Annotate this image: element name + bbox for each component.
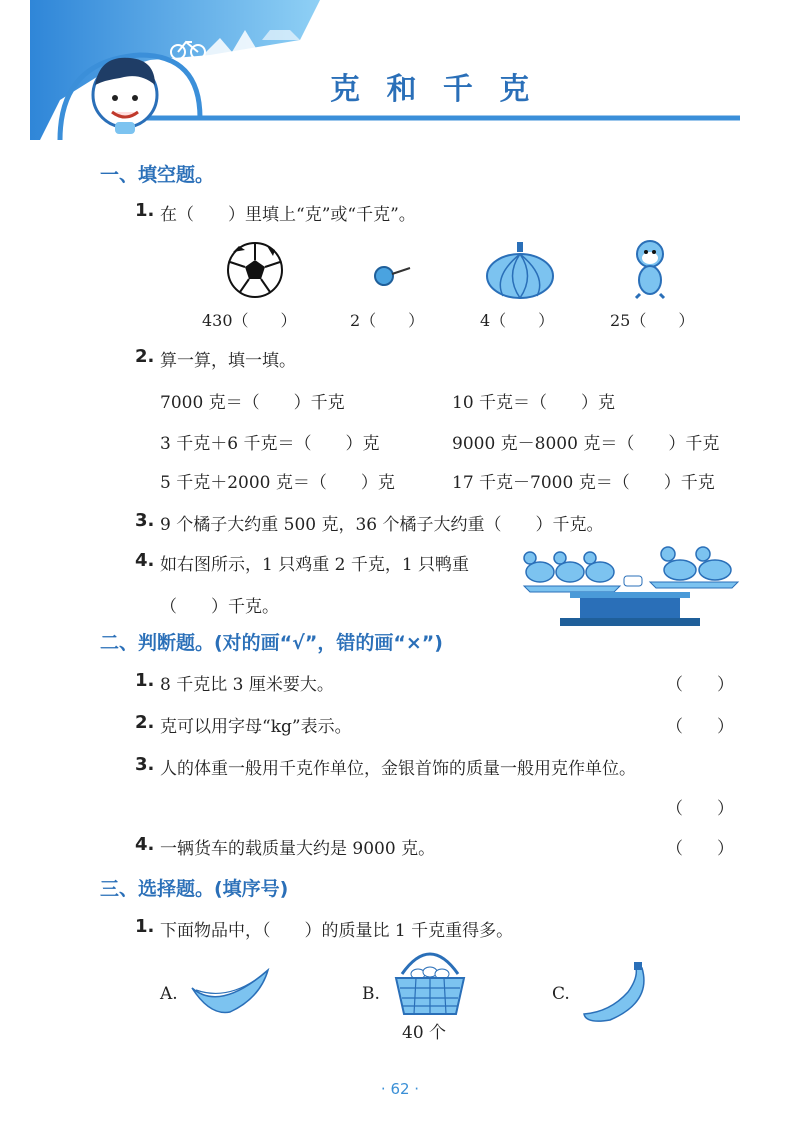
answer-blank[interactable]: （ ） <box>666 839 734 859</box>
balance-scale-icon <box>520 542 742 628</box>
option-label-a[interactable]: A. <box>160 984 178 1004</box>
option-label-c[interactable]: C. <box>552 984 570 1004</box>
blank-label: 430（ ） <box>202 311 297 330</box>
question-text: 如右图所示，1 只鸡重 2 千克，1 只鸭重 <box>160 555 470 575</box>
pumpkin-icon <box>485 242 555 300</box>
answer-blank[interactable]: （ ） <box>666 675 734 695</box>
question-number: 4. <box>135 834 155 855</box>
calc-item: 17 千克－7000 克＝（ ）千克 <box>452 473 715 493</box>
question-text: （ ）千克。 <box>160 597 279 617</box>
monkey-icon <box>628 238 672 300</box>
question-number: 1. <box>135 200 155 221</box>
section-heading-fill-blank: 一、填空题。 <box>100 164 215 186</box>
question-number: 2. <box>135 712 155 733</box>
section-heading-true-false: 二、判断题。(对的画“√”，错的画“×”) <box>100 632 443 654</box>
blank-label: 4（ ） <box>480 311 555 330</box>
option-label-b[interactable]: B. <box>362 984 380 1004</box>
question-text: 算一算，填一填。 <box>160 351 296 371</box>
calc-item: 10 千克＝（ ）克 <box>452 393 616 413</box>
question-number: 4. <box>135 550 155 571</box>
answer-blank[interactable]: （ ） <box>666 799 734 819</box>
answer-blank[interactable]: （ ） <box>666 717 734 737</box>
question-text: 在（ ）里填上“克”或“千克”。 <box>160 205 416 225</box>
feather-icon <box>190 968 270 1020</box>
calc-item: 7000 克＝（ ）千克 <box>160 393 345 413</box>
question-number: 3. <box>135 510 155 531</box>
egg-basket-icon <box>390 944 470 1016</box>
page-title: 克 和 千 克 <box>330 72 538 107</box>
boy-avatar-icon <box>93 58 157 134</box>
question-number: 3. <box>135 754 155 775</box>
calc-item: 3 千克＋6 千克＝（ ）克 <box>160 434 380 454</box>
page-number: · 62 · <box>380 1080 420 1098</box>
section-heading-multiple-choice: 三、选择题。(填序号) <box>100 878 289 900</box>
question-text: 一辆货车的载质量大约是 9000 克。 <box>160 839 436 859</box>
soccer-ball-icon <box>225 240 285 300</box>
calc-item: 9000 克－8000 克＝（ ）千克 <box>452 434 720 454</box>
option-caption: 40 个 <box>402 1023 447 1043</box>
question-text: 克可以用字母“kg”表示。 <box>160 717 352 737</box>
blank-label: 2（ ） <box>350 311 425 330</box>
question-number: 1. <box>135 670 155 691</box>
question-text: 8 千克比 3 厘米要大。 <box>160 675 334 695</box>
question-number: 2. <box>135 346 155 367</box>
question-text: 9 个橘子大约重 500 克，36 个橘子大约重（ ）千克。 <box>160 515 604 535</box>
calc-item: 5 千克＋2000 克＝（ ）克 <box>160 473 395 493</box>
question-text: 人的体重一般用千克作单位，金银首饰的质量一般用克作单位。 <box>160 759 636 779</box>
pushpin-icon <box>372 262 412 288</box>
banana-icon <box>580 962 654 1024</box>
question-number: 1. <box>135 916 155 937</box>
blank-label: 25（ ） <box>610 311 695 330</box>
question-text: 下面物品中，（ ）的质量比 1 千克重得多。 <box>160 921 514 941</box>
